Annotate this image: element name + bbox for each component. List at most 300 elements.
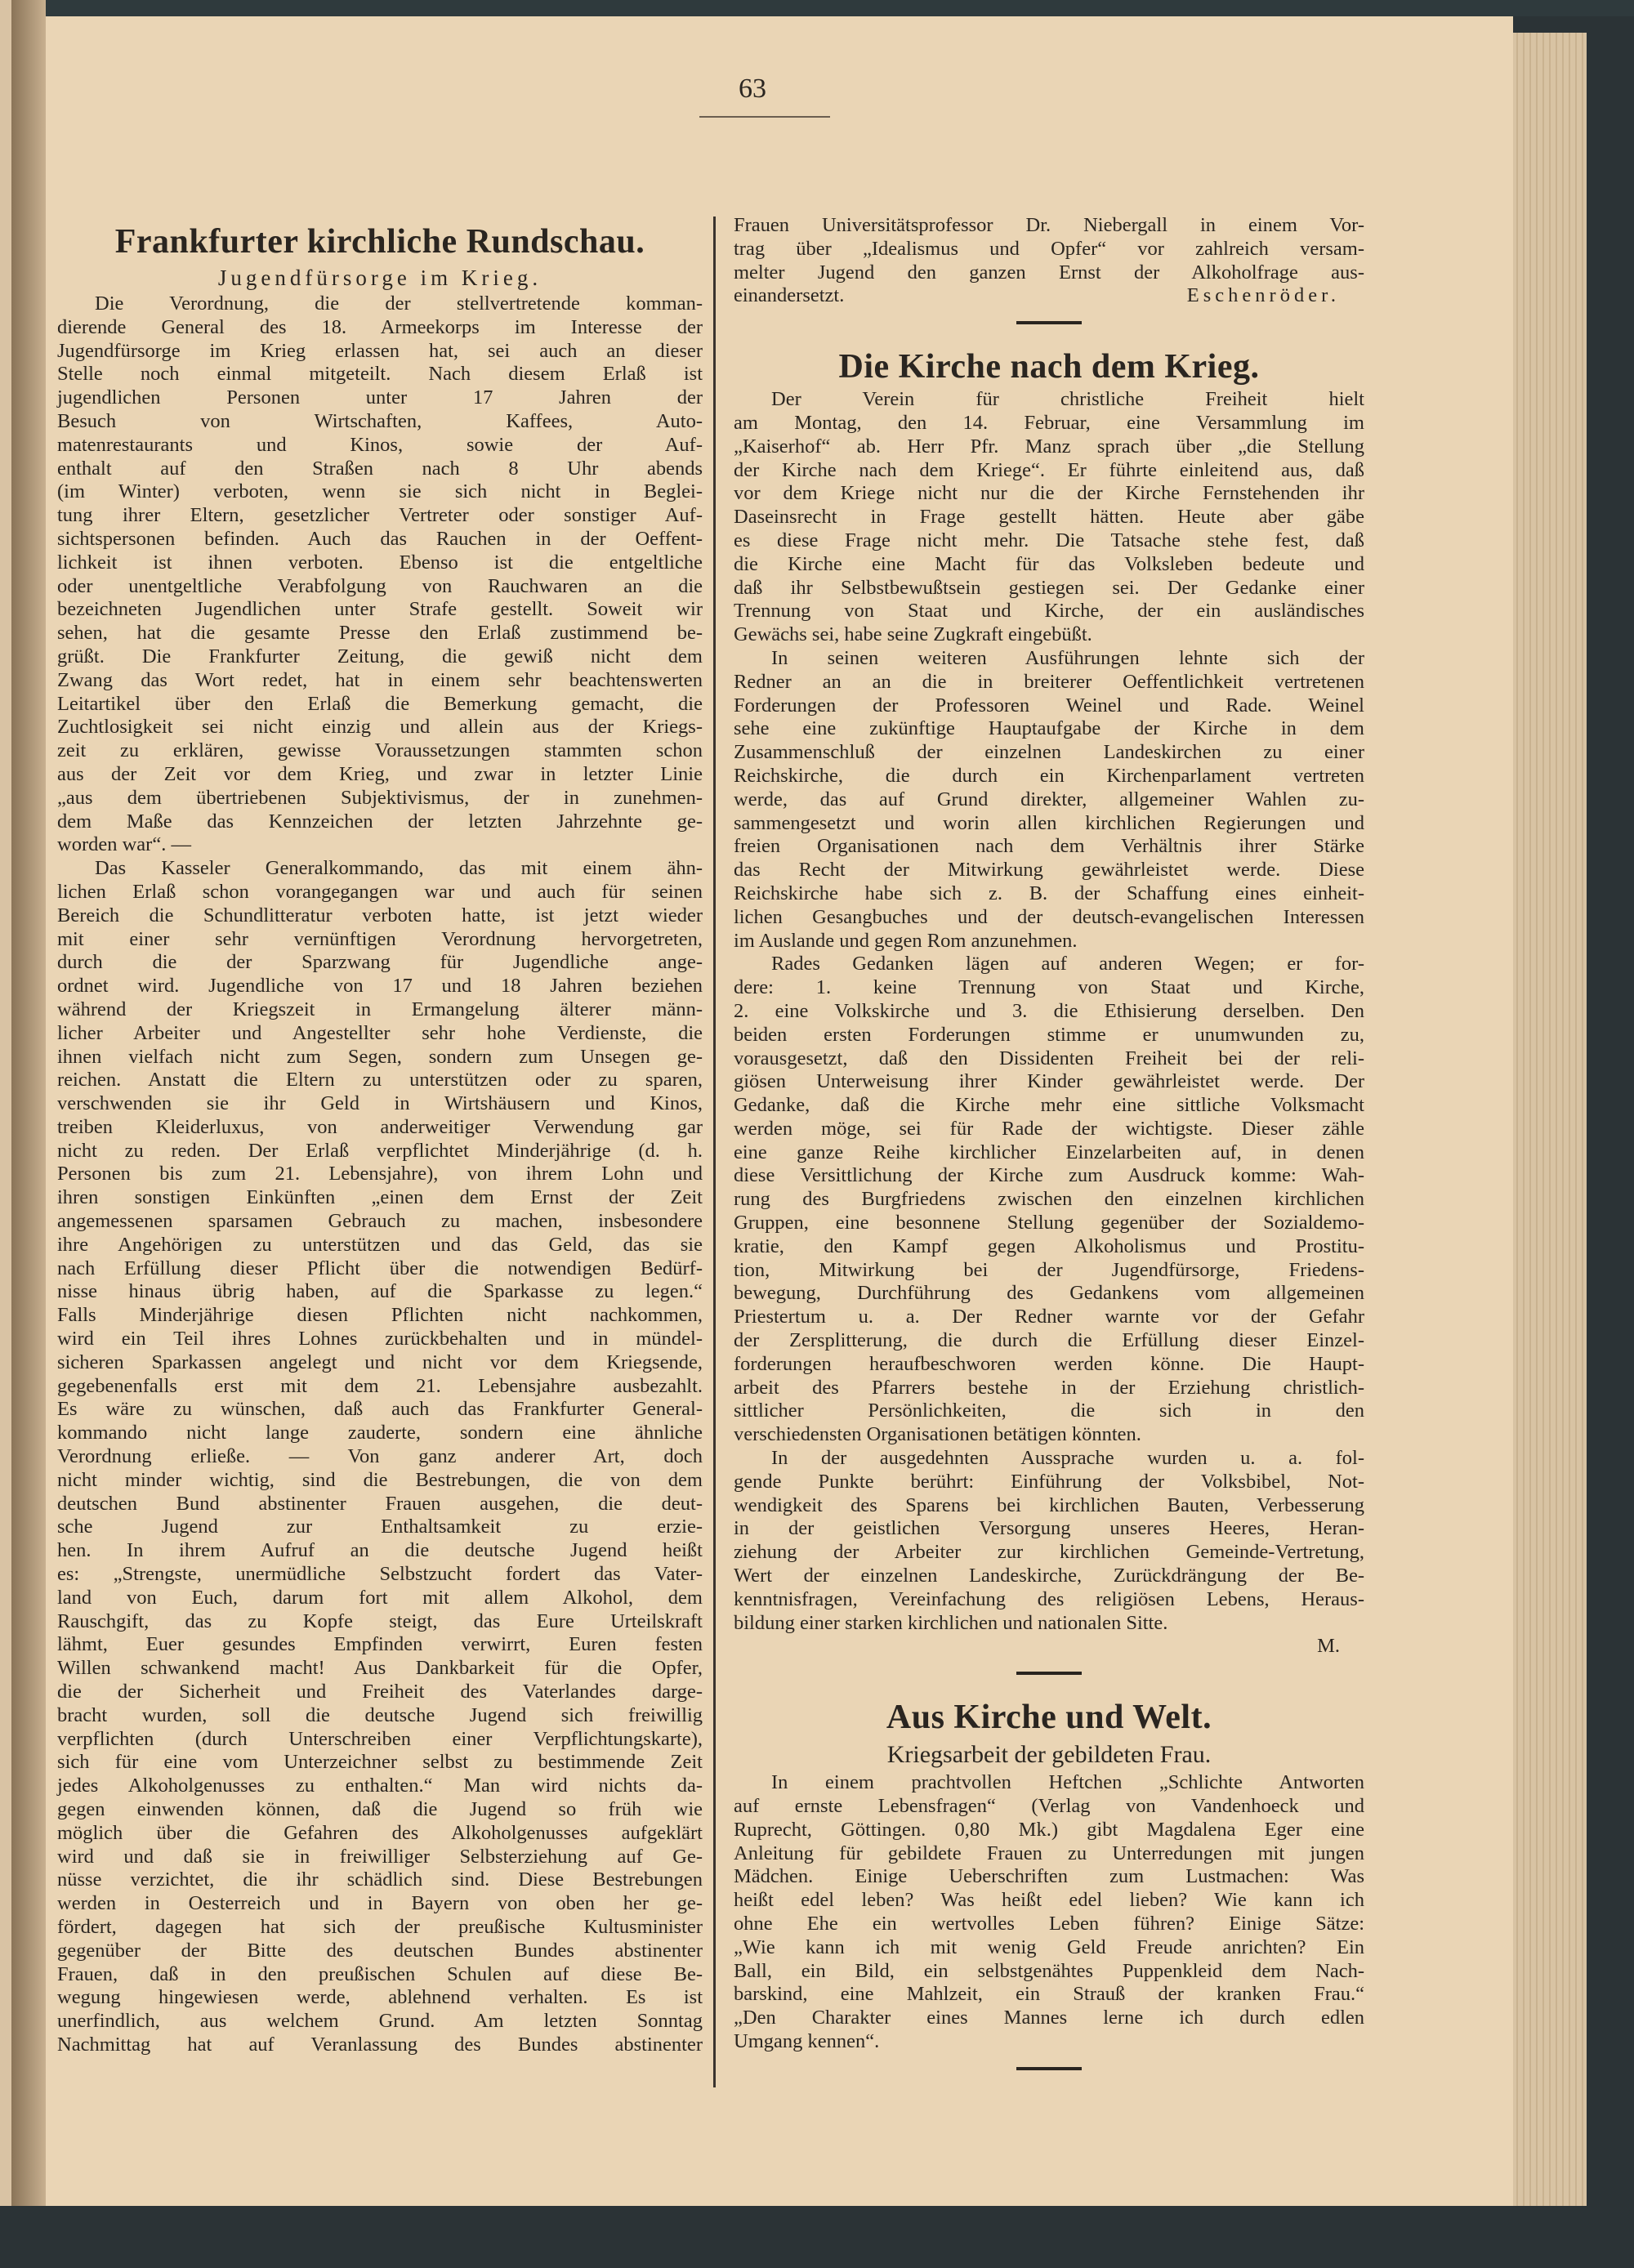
text-line-content: gegen einwenden können, daß die Jugend so früh wie — [57, 1798, 703, 1820]
paragraph — [57, 857, 703, 2057]
article-heading: Aus Kirche und Welt. — [886, 1699, 1212, 1737]
text-line-content: tion, Mitwirkung bei der Jugendfürsorge, Friedens- — [734, 1258, 1364, 1281]
text-line — [734, 482, 1364, 506]
text-line-content: sehen, hat die gesamte Presse den Erlaß zustimmend be- — [57, 622, 703, 645]
text-line-content: daß ihr Selbstbewußtsein gestiegen sei. Der Gedanke einer — [734, 576, 1364, 599]
text-line-content: vorausgesetzt, daß den Dissidenten Freiheit bei der reli- — [734, 1047, 1364, 1069]
text-line — [734, 694, 1364, 718]
text-line-content: „Kaiserhof“ ab. Herr Pfr. Manz sprach über „die Stellung — [734, 435, 1364, 458]
text-line-content: Frauen Universitätsprofessor Dr. Niebergall in einem Vor- — [734, 214, 1364, 236]
text-line-content: grüßt. Die Frankfurter Zeitung, die gewiß nicht dem — [57, 645, 703, 667]
text-line-content: bewegung, Durchführung des Gedankens vom allgemeinen — [734, 1282, 1364, 1305]
text-line — [734, 1259, 1364, 1283]
text-line — [734, 1889, 1364, 1913]
text-line-content: Der Verein für christliche Freiheit hielt — [771, 388, 1364, 411]
text-line-content: kratie, den Kampf gegen Alkoholismus und Prostitu- — [734, 1234, 1364, 1257]
text-line-content: eine ganze Reihe kirchlicher Einzelarbeiten auf, in denen — [734, 1141, 1364, 1163]
text-line-content: die Kirche eine Macht für das Volksleben bedeute und — [734, 552, 1364, 575]
text-line — [734, 1771, 1364, 1795]
text-line-content: gegenüber der Bitte des deutschen Bundes abstinenter — [57, 1939, 703, 1962]
text-line — [57, 810, 703, 834]
text-line — [57, 669, 703, 693]
text-line — [57, 1046, 703, 1069]
text-line-content: Forderungen der Professoren Weinel und Rade. Weinel — [734, 694, 1364, 717]
text-line — [57, 622, 703, 645]
text-line-content: Redner an an die in breiterer Oeffentlichkeit vertretenen — [734, 670, 1364, 693]
book-gutter — [11, 0, 46, 2206]
text-line-content: licher Arbeiter und Angestellter sehr hohe Verdienste, die — [57, 1021, 703, 1044]
text-line — [734, 835, 1364, 859]
text-line-content: Zusammenschluß der einzelnen Landeskirchen zu einer — [734, 741, 1364, 764]
text-line — [57, 1351, 703, 1375]
text-line — [734, 1612, 1364, 1636]
text-line — [57, 1587, 703, 1610]
text-line — [57, 716, 703, 739]
text-line — [734, 741, 1364, 765]
text-line-content: kommando nicht lange zauderte, sondern eine ähnliche — [57, 1422, 703, 1444]
text-line — [57, 410, 703, 434]
left-column — [57, 221, 703, 2057]
text-line — [57, 2034, 703, 2057]
text-line — [57, 480, 703, 504]
text-line — [57, 434, 703, 458]
text-line-content: heißt edel leben? Was heißt edel lieben? Wie kann ich — [734, 1889, 1364, 1912]
text-line — [57, 363, 703, 386]
text-line — [734, 1094, 1364, 1118]
text-line — [57, 1539, 703, 1563]
page-number-rule — [699, 116, 830, 118]
text-line-content: durch die der Sparzwang für Jugendliche ange- — [57, 951, 703, 974]
text-line-content: Frauen, daß in den preußischen Schulen auf diese Be- — [57, 1962, 703, 1985]
author-signature: Eschenröder. — [1186, 284, 1340, 307]
text-line-content: melter Jugend den ganzen Ernst der Alkoholfrage aus- — [734, 261, 1364, 284]
text-line — [734, 435, 1364, 459]
text-line — [57, 1610, 703, 1634]
article-subheading: Kriegsarbeit der gebildeten Frau. — [886, 1741, 1212, 1769]
text-line-content: Umgang kennen“. — [734, 2029, 880, 2052]
text-line — [734, 261, 1364, 285]
text-line-content: Wert der einzelnen Landeskirche, Zurückdrängung der Be- — [734, 1565, 1364, 1587]
text-line — [734, 1377, 1364, 1400]
text-line — [734, 812, 1364, 836]
text-line-content: lichen Erlaß schon vorangegangen war und auch für seinen — [57, 880, 703, 903]
text-line-content: diese Versittlichung der Kirche zum Ausdruck komme: Wah- — [734, 1164, 1364, 1187]
text-line-content: auf ernste Lebensfragen“ (Verlag von Vandenhoeck und — [734, 1795, 1364, 1818]
text-line-content: ihren sonstigen Einkünften „einen dem Ernst der Zeit — [57, 1186, 703, 1209]
text-line — [734, 1447, 1364, 1471]
text-line — [57, 1657, 703, 1681]
text-line-content: vor dem Kriege nicht nur die der Kirche Fernstehenden ihr — [734, 482, 1364, 505]
text-line — [734, 2030, 1364, 2054]
text-line — [734, 1936, 1364, 1960]
text-line-content: sich für eine vom Unterzeichner selbst zu bestimmende Zeit — [57, 1751, 703, 1774]
text-line-content: deutschen Bund abstinenter Frauen ausgehen, die deut- — [57, 1492, 703, 1515]
text-line-content: freien Organisationen nach dem Verhältnis ihrer Stärke — [734, 835, 1364, 858]
text-line — [734, 1118, 1364, 1141]
text-line-content: jugendlichen Personen unter 17 Jahren der — [57, 386, 703, 409]
text-line-content: Personen bis zum 21. Lebensjahre), von ihrem Lohn und — [57, 1163, 703, 1185]
text-line — [734, 1047, 1364, 1071]
text-line — [57, 1022, 703, 1046]
text-line — [57, 881, 703, 904]
text-line — [734, 906, 1364, 930]
text-line — [57, 1375, 703, 1399]
text-line — [734, 1565, 1364, 1588]
text-line-content: dere: 1. keine Trennung von Staat und Kirche, — [734, 976, 1364, 999]
paragraph — [734, 953, 1364, 1447]
text-line-content: Ruprecht, Göttingen. 0,80 Mk.) gibt Magdalena Eger eine — [734, 1818, 1364, 1841]
text-line — [734, 788, 1364, 812]
text-line — [57, 1704, 703, 1728]
text-line — [57, 1280, 703, 1304]
text-line — [734, 647, 1364, 671]
text-line-content: Jugendfürsorge im Krieg erlassen hat, sei auch an dieser — [57, 339, 703, 362]
text-line — [734, 1471, 1364, 1494]
section-divider — [1016, 321, 1082, 324]
text-line-content: der Kirche nach dem Kriege“. Er führte einleitend aus, daß — [734, 458, 1364, 481]
article-heading: Frankfurter kirchliche Rundschau. — [114, 223, 645, 261]
text-line-content: wegung hingewiesen werde, ablehnend verhalten. Es ist — [57, 1986, 703, 2009]
text-line — [57, 316, 703, 340]
paragraph — [734, 388, 1364, 647]
text-line — [734, 1353, 1364, 1377]
text-line-content: Rades Gedanken lägen auf anderen Wegen; er for- — [771, 953, 1364, 976]
text-line — [57, 1728, 703, 1752]
text-line — [734, 238, 1364, 261]
text-line — [734, 1983, 1364, 2007]
text-line-content: fördert, dagegen hat sich der preußische Kultusminister — [57, 1915, 703, 1938]
article-subheading: Jugendfürsorge im Krieg. — [217, 266, 542, 290]
text-line-content: „aus dem übertriebenen Subjektivismus, der in zunehmen- — [57, 786, 703, 809]
text-line-content: verschwenden sie ihr Geld in Wirtshäusern und Kinos, — [57, 1092, 703, 1115]
text-line — [734, 1819, 1364, 1842]
text-line — [734, 1024, 1364, 1047]
text-line — [57, 1069, 703, 1092]
text-line-content: verschiedensten Organisationen betätigen könnten. — [734, 1423, 1141, 1446]
text-line-content: einandersetzt. — [734, 284, 845, 307]
text-line-content: ziehung der Arbeiter zur kirchlichen Gemeinde-Vertretung, — [734, 1541, 1364, 1564]
text-line-content: Priestertum u. a. Der Redner warnte vor der Gefahr — [734, 1306, 1364, 1328]
text-line-content: angemessenen sparsamen Gebrauch zu machen, insbesondere — [57, 1210, 703, 1233]
text-line-content: lichen Gesangbuches und der deutsch-evangelischen Interessen — [734, 905, 1364, 928]
text-line-content: hen. In ihrem Aufruf an die deutsche Jugend heißt — [57, 1539, 703, 1562]
text-line-content: Leitartikel über den Erlaß die Bemerkung gemacht, die — [57, 692, 703, 715]
text-line — [57, 1328, 703, 1351]
text-line — [57, 787, 703, 810]
text-line-content: tung ihrer Eltern, gesetzlicher Vertreter oder sonstiger Auf- — [57, 504, 703, 527]
text-line-content: verpflichten (durch Unterschreiben einer Verpflichtungskarte), — [57, 1727, 703, 1750]
text-line-content: bildung einer starken kirchlichen und nationalen Sitte. — [734, 1611, 1168, 1634]
text-line — [734, 459, 1364, 483]
text-line — [734, 1865, 1364, 1889]
text-line — [57, 1986, 703, 2010]
text-line-content: arbeit des Pfarrers bestehe in der Erziehung christlich- — [734, 1376, 1364, 1399]
text-line-content: am Montag, den 14. Februar, eine Versammlung im — [734, 411, 1364, 434]
text-line-content: forderungen heraufbeschworen werden könne. Die Haupt- — [734, 1352, 1364, 1375]
text-line — [57, 1163, 703, 1186]
text-line-content: Gewächs sei, habe seine Zugkraft eingebüßt. — [734, 623, 1092, 646]
text-line — [57, 1822, 703, 1846]
previous-page-edge — [0, 0, 11, 2206]
text-line — [734, 1188, 1364, 1212]
text-line-content: kenntnisfragen, Vereinfachung des religiösen Lebens, Heraus- — [734, 1587, 1364, 1610]
text-line-content: rung des Burgfriedens zwischen den einzelnen kirchlichen — [734, 1188, 1364, 1211]
text-line — [57, 975, 703, 998]
text-line-content: werden in Oesterreich und in Bayern von oben her ge- — [57, 1892, 703, 1915]
paragraph — [734, 647, 1364, 953]
text-line — [734, 1842, 1364, 1866]
text-line — [734, 953, 1364, 976]
text-line-content: der Zersplitterung, die durch die Erfüllung dieser Einzel- — [734, 1329, 1364, 1352]
text-line — [734, 765, 1364, 788]
text-line-content: In einem prachtvollen Heftchen „Schlichte Antworten — [771, 1771, 1364, 1794]
text-line-content: Die Verordnung, die der stellvertretende komman- — [95, 292, 703, 315]
text-line — [734, 1282, 1364, 1306]
text-line-content: ordnet wird. Jugendliche von 17 und 18 Jahren beziehen — [57, 975, 703, 998]
text-line-content: Ball, ein Bild, ein selbstgenähtes Puppenkleid dem Nach- — [734, 1959, 1364, 1982]
text-line-content: land von Euch, darum fort mit allem Alkohol, dem — [57, 1586, 703, 1609]
text-line — [734, 882, 1364, 906]
text-line — [57, 1916, 703, 1940]
text-line — [57, 1445, 703, 1469]
text-line — [57, 1846, 703, 1869]
text-line — [57, 1234, 703, 1257]
text-line-content: nicht minder wichtig, sind die Bestrebungen, die von dem — [57, 1468, 703, 1491]
text-line — [57, 1210, 703, 1234]
text-line-content: Reichskirche habe sich z. B. der Schaffung eines einheit- — [734, 882, 1364, 904]
text-line — [734, 1000, 1364, 1024]
text-line-content: sicheren Sparkassen angelegt und nicht vor dem Kriegsende, — [57, 1351, 703, 1373]
text-line — [57, 739, 703, 763]
page-stack-edge — [1511, 33, 1587, 2206]
text-line-content: Anleitung für gebildete Frauen zu Unterredungen mit jungen — [734, 1842, 1364, 1864]
text-line-content: unerfindlich, aus welchem Grund. Am letzten Sonntag — [57, 2010, 703, 2033]
text-line — [57, 1563, 703, 1587]
text-line-content: sittlicher Persönlichkeiten, die sich in den — [734, 1400, 1364, 1422]
text-line-content: wird und daß sie in freiwilliger Selbsterziehung auf Ge- — [57, 1845, 703, 1868]
text-line-content: „Wie kann ich mit wenig Geld Freude anrichten? Ein — [734, 1935, 1364, 1958]
text-line-content: dem Maße das Kennzeichen der letzten Jahrzehnte ge- — [57, 810, 703, 833]
text-line-content: treiben Kleiderluxus, von anderweitiger Verwendung gar — [57, 1115, 703, 1138]
text-line — [57, 1798, 703, 1822]
paragraph — [57, 292, 703, 857]
text-line-content: (im Winter) verboten, wenn sie sich nicht in Beglei- — [57, 480, 703, 503]
text-line — [57, 2010, 703, 2034]
text-line-content: werde, das auf Grund direkter, allgemeiner Wahlen zu- — [734, 788, 1364, 810]
text-line-content: möglich über die Gefahren des Alkoholgenusses aufgeklärt — [57, 1821, 703, 1844]
text-line-content: ihre Angehörigen zu unterstützen und das Geld, das sie — [57, 1233, 703, 1256]
text-line — [57, 1304, 703, 1328]
text-line — [734, 1212, 1364, 1235]
text-line — [734, 1494, 1364, 1518]
text-line — [734, 1795, 1364, 1819]
text-line-content: nach Erfüllung dieser Pflicht über die notwendigen Bedürf- — [57, 1257, 703, 1279]
text-line — [57, 598, 703, 622]
text-line-content: im Auslande und gegen Rom anzunehmen. — [734, 929, 1078, 952]
text-line — [57, 998, 703, 1022]
text-line-content: gende Punkte berührt: Einführung der Volksbibel, Not- — [734, 1470, 1364, 1493]
text-line — [734, 1517, 1364, 1541]
text-line-content: während der Kriegszeit in Ermangelung älterer männ- — [57, 998, 703, 1020]
column-divider — [713, 217, 716, 2087]
text-line-content: lichkeit ist ihnen verboten. Ebenso ist die entgeltliche — [57, 551, 703, 574]
text-line-content: Nachmittag hat auf Veranlassung des Bundes abstinenter — [57, 2033, 703, 2056]
text-line — [57, 1516, 703, 1539]
text-line — [57, 1140, 703, 1163]
book-cover-top — [0, 0, 1634, 16]
text-line — [734, 1070, 1364, 1094]
text-line — [57, 1398, 703, 1422]
text-line-content: Daseinsrecht in Frage gestellt hätten. Heute aber gäbe — [734, 506, 1364, 529]
text-line-content: lähmt, Euer gesundes Empfinden verwirrt, Euren festen — [57, 1633, 703, 1656]
text-line-content: Trennung von Staat und Kirche, der ein ausländisches — [734, 600, 1364, 623]
text-line-content: „Den Charakter eines Mannes lerne ich durch edlen — [734, 2007, 1364, 2029]
text-line-content: Gedanke, daß die Kirche mehr eine sittliche Volksmacht — [734, 1094, 1364, 1117]
text-line — [57, 1940, 703, 1963]
text-line-content: In seinen weiteren Ausführungen lehnte sich der — [771, 646, 1364, 669]
text-line-content: Verordnung erließe. — Von ganz anderer Art, doch — [57, 1445, 703, 1468]
text-line-content: ohne Ehe ein wertvolles Leben führen? Einige Sätze: — [734, 1913, 1364, 1935]
text-line-content: giösen Unterweisung ihrer Kinder gewährleistet werde. Der — [734, 1070, 1364, 1093]
text-line — [57, 1963, 703, 1987]
section-divider — [1016, 2067, 1082, 2070]
paragraph — [734, 214, 1364, 308]
text-line — [57, 1681, 703, 1704]
text-line — [734, 623, 1364, 647]
text-line-content: In der ausgedehnten Aussprache wurden u. a. fol- — [771, 1447, 1364, 1470]
text-line-content: Falls Minderjährige diesen Pflichten nicht nachkommen, — [57, 1304, 703, 1327]
text-line-content: Zuchtlosigkeit sei nicht einzig und allein aus der Kriegs- — [57, 716, 703, 739]
text-line — [734, 1400, 1364, 1423]
text-line-content: wird ein Teil ihres Lohnes zurückbehalten und in mündel- — [57, 1328, 703, 1351]
paragraph — [734, 1447, 1364, 1635]
text-line — [57, 1868, 703, 1892]
text-line-content: gegebenenfalls erst mit dem 21. Lebensjahre ausbezahlt. — [57, 1374, 703, 1397]
text-line-content: wendigkeit des Sparens bei kirchlichen Bauten, Verbesserung — [734, 1493, 1364, 1516]
text-line-content: Es wäre zu wünschen, daß auch das Frankfurter General- — [57, 1398, 703, 1421]
text-line — [57, 904, 703, 928]
article-heading: Die Kirche nach dem Krieg. — [838, 348, 1260, 386]
text-line-content: es diese Frage nicht mehr. Die Tatsache stehe fest, daß — [734, 529, 1364, 551]
text-line — [734, 214, 1364, 238]
text-line — [57, 1775, 703, 1798]
text-line-content: das Recht der Mitwirkung gewährleistet werde. Diese — [734, 859, 1364, 882]
section-divider — [1016, 1672, 1082, 1675]
text-line — [734, 577, 1364, 600]
text-line — [734, 529, 1364, 553]
text-line — [57, 1257, 703, 1281]
text-line-content: dierende General des 18. Armeekorps im Interesse der — [57, 315, 703, 338]
book-page — [46, 16, 1513, 2206]
text-line — [734, 506, 1364, 529]
text-line — [57, 528, 703, 551]
text-line-content: Stelle noch einmal mitgeteilt. Nach diesem Erlaß ist — [57, 363, 703, 386]
text-line — [57, 458, 703, 481]
text-line-content: sammengesetzt und worin allen kirchlichen Regierungen und — [734, 811, 1364, 834]
text-line-content: sche Jugend zur Enthaltsamkeit zu erzie- — [57, 1516, 703, 1538]
text-line-content: reichen. Anstatt die Eltern zu unterstützen oder zu sparen, — [57, 1069, 703, 1092]
text-line — [734, 930, 1364, 953]
text-line-content: sichtspersonen befinden. Auch das Rauchen in der Oeffent- — [57, 527, 703, 550]
text-line-content: nisse hinaus übrig haben, auf die Sparkasse zu legen.“ — [57, 1280, 703, 1303]
text-line — [57, 951, 703, 975]
text-line-content: nicht zu reden. Der Erlaß verpflichtet Minderjährige (d. h. — [57, 1139, 703, 1162]
text-line-content: es: „Strengste, unermüdliche Selbstzucht fordert das Vater- — [57, 1563, 703, 1586]
text-line-content: Rauschgift, das zu Kopfe steigt, das Eure Urteilskraft — [57, 1609, 703, 1632]
text-line — [734, 976, 1364, 1000]
text-line — [57, 504, 703, 528]
text-line-content: enthalt auf den Straßen nach 8 Uhr abends — [57, 457, 703, 480]
text-line — [734, 1541, 1364, 1565]
text-line-content: worden war“. — — [57, 833, 191, 856]
text-line — [734, 284, 1364, 308]
text-line — [734, 1329, 1364, 1353]
text-line — [734, 1235, 1364, 1259]
text-line-content: Bereich die Schundlitteratur verboten hatte, ist jetzt wieder — [57, 904, 703, 926]
text-line — [734, 1960, 1364, 1984]
text-line-content: die der Sicherheit und Freiheit des Vaterlandes darge- — [57, 1681, 703, 1703]
text-line — [57, 1892, 703, 1916]
text-line-content: 2. eine Volkskirche und 3. die Ethisierung derselben. Den — [734, 999, 1364, 1022]
text-line — [57, 857, 703, 881]
text-line — [734, 412, 1364, 435]
text-line-content: in der geistlichen Versorgung unseres Heeres, Heran- — [734, 1517, 1364, 1540]
paragraph — [734, 1771, 1364, 2054]
text-line — [57, 645, 703, 669]
text-line-content: nüsse verzichtet, die ihr schädlich sind. Diese Bestrebungen — [57, 1868, 703, 1891]
text-line — [734, 1423, 1364, 1447]
text-line-content: trag über „Idealismus und Opfer“ vor zahlreich versam- — [734, 237, 1364, 260]
text-line-content: jedes Alkoholgenusses zu enthalten.“ Man wird nichts da- — [57, 1775, 703, 1797]
text-line-content: mit einer sehr vernünftigen Verordnung hervorgetreten, — [57, 927, 703, 950]
text-line — [57, 1633, 703, 1657]
text-line — [734, 717, 1364, 741]
text-line — [57, 1092, 703, 1116]
text-line — [734, 1306, 1364, 1329]
text-line-content: Reichskirche, die durch ein Kirchenparlament vertreten — [734, 764, 1364, 787]
text-line-content: aus der Zeit vor dem Krieg, und zwar in letzter Linie — [57, 762, 703, 785]
text-line — [57, 928, 703, 952]
text-line — [57, 1469, 703, 1493]
page-number: 63 — [739, 74, 766, 104]
text-line-content: Willen schwankend macht! Aus Dankbarkeit für die Opfer, — [57, 1657, 703, 1680]
text-line-content: beiden ersten Forderungen stimme er unumwunden zu, — [734, 1023, 1364, 1046]
text-line — [57, 1751, 703, 1775]
text-line-content: Gruppen, eine besonnene Stellung gegenüber der Sozialdemo- — [734, 1212, 1364, 1234]
text-line-content: Zwang das Wort redet, hat in einem sehr beachtenswerten — [57, 668, 703, 691]
text-line — [734, 553, 1364, 577]
text-line — [734, 671, 1364, 694]
text-line — [734, 1164, 1364, 1188]
text-line-content: bracht wurden, soll die deutsche Jugend sich freiwillig — [57, 1703, 703, 1726]
text-line-content: Das Kasseler Generalkommando, das mit einem ähn- — [95, 857, 703, 880]
text-line-content: Mädchen. Einige Ueberschriften zum Lustmachen: Was — [734, 1865, 1364, 1888]
text-line-content: werden möge, sei für Rade der wichtigste. Dieser zähle — [734, 1117, 1364, 1140]
text-line — [57, 340, 703, 364]
text-line — [57, 693, 703, 717]
text-line — [57, 1116, 703, 1140]
text-line — [57, 1422, 703, 1445]
text-line — [734, 1588, 1364, 1612]
text-line — [734, 600, 1364, 623]
text-line-content: ihnen vielfach nicht zum Segen, sondern zum Unsegen ge- — [57, 1045, 703, 1068]
text-line-content: Besuch von Wirtschaften, Kaffees, Auto- — [57, 409, 703, 432]
text-line-content: oder unentgeltliche Verabfolgung von Rauchwaren an die — [57, 574, 703, 597]
text-line-content: barskind, eine Mahlzeit, ein Strauß der kranken Frau.“ — [734, 1983, 1364, 2006]
text-line — [734, 1141, 1364, 1165]
text-line — [57, 1493, 703, 1516]
text-line — [734, 388, 1364, 412]
